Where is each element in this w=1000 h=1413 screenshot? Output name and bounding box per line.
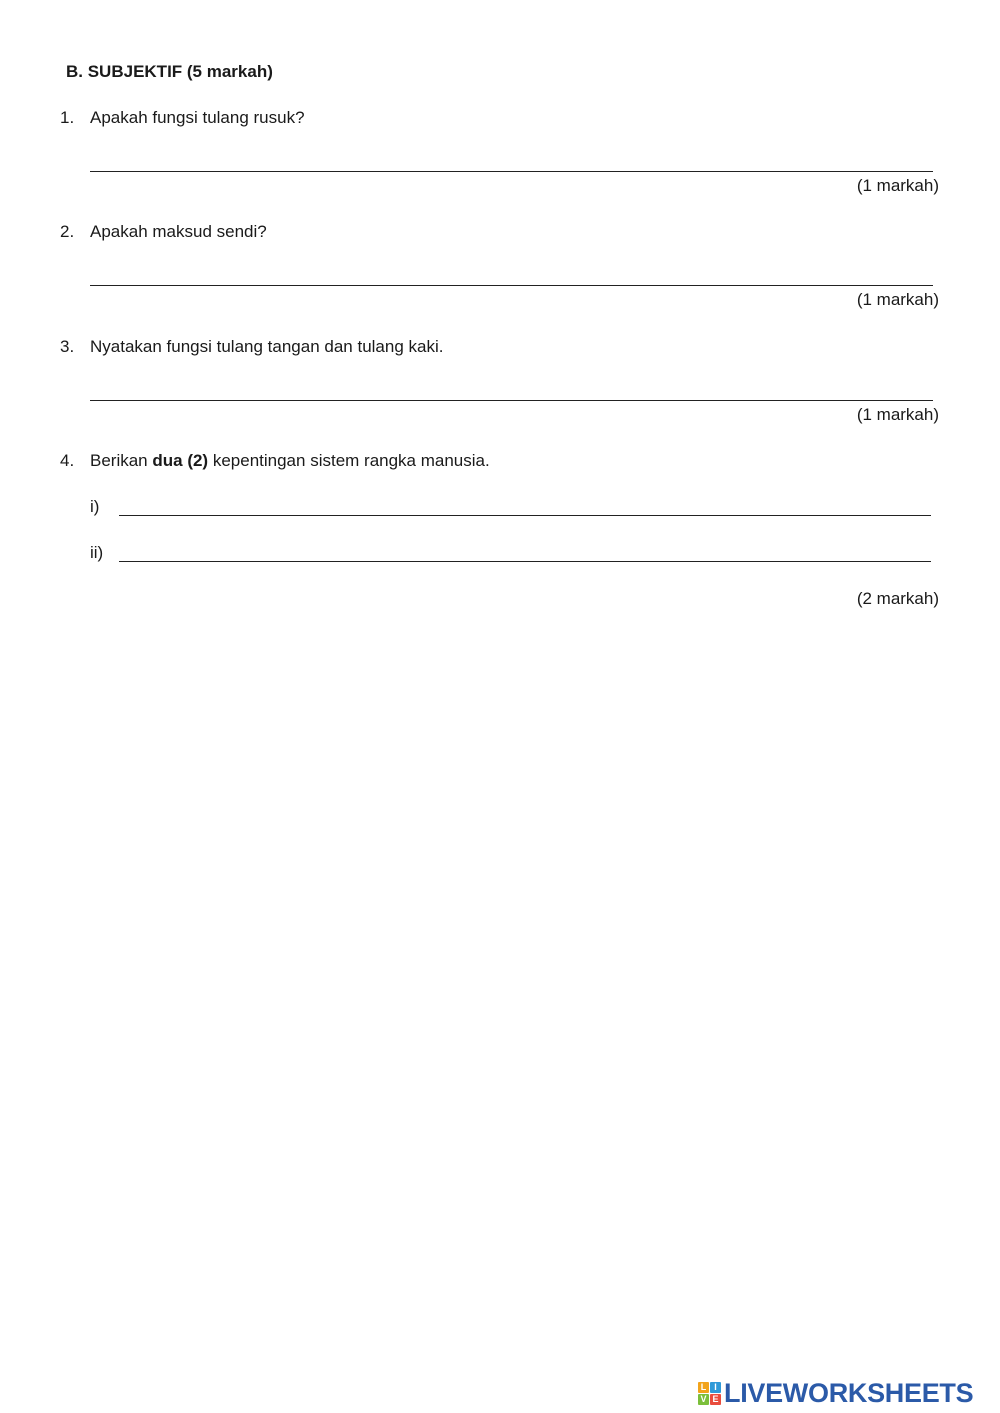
answer-input-3[interactable] <box>92 377 934 399</box>
sub-item-label-i: i) <box>90 497 100 516</box>
answer-input-1[interactable] <box>92 148 934 170</box>
answer-line <box>90 400 933 401</box>
logo-cell: L <box>698 1382 709 1393</box>
marks-label: (1 markah) <box>856 290 939 309</box>
answer-line <box>119 515 931 516</box>
answer-input-2[interactable] <box>92 262 934 284</box>
marks-label: (1 markah) <box>856 405 939 424</box>
logo-cell: V <box>698 1394 709 1405</box>
question-text-emphasis: dua (2) <box>152 451 209 470</box>
logo-text: LIVEWORKSHEETS <box>724 1378 974 1408</box>
answer-input-4-i[interactable] <box>121 492 931 514</box>
question-3 <box>60 337 443 357</box>
answer-line <box>119 561 931 562</box>
answer-line <box>90 285 933 286</box>
question-1 <box>60 108 305 128</box>
question-number: 3. <box>60 337 75 356</box>
liveworksheets-logo <box>698 1380 973 1406</box>
question-text: Apakah fungsi tulang rusuk? <box>90 108 305 127</box>
sub-item-label-ii: ii) <box>90 543 104 562</box>
question-4 <box>60 451 490 471</box>
section-heading: B. SUBJEKTIF (5 markah) <box>66 62 273 81</box>
logo-cell: I <box>710 1382 721 1393</box>
answer-line <box>90 171 933 172</box>
question-text-start: Berikan <box>90 451 153 470</box>
question-number: 4. <box>60 451 75 470</box>
question-text: Apakah maksud sendi? <box>90 222 267 241</box>
question-text-end: kepentingan sistem rangka manusia. <box>208 451 490 470</box>
answer-input-4-ii[interactable] <box>121 538 931 560</box>
question-text: Nyatakan fungsi tulang tangan dan tulang kaki. <box>90 337 444 356</box>
marks-label: (1 markah) <box>856 176 939 195</box>
question-number: 1. <box>60 108 75 127</box>
question-2 <box>60 222 267 242</box>
marks-label: (2 markah) <box>856 589 939 608</box>
logo-mark-icon <box>698 1382 721 1405</box>
question-number: 2. <box>60 222 75 241</box>
logo-cell: E <box>710 1394 721 1405</box>
